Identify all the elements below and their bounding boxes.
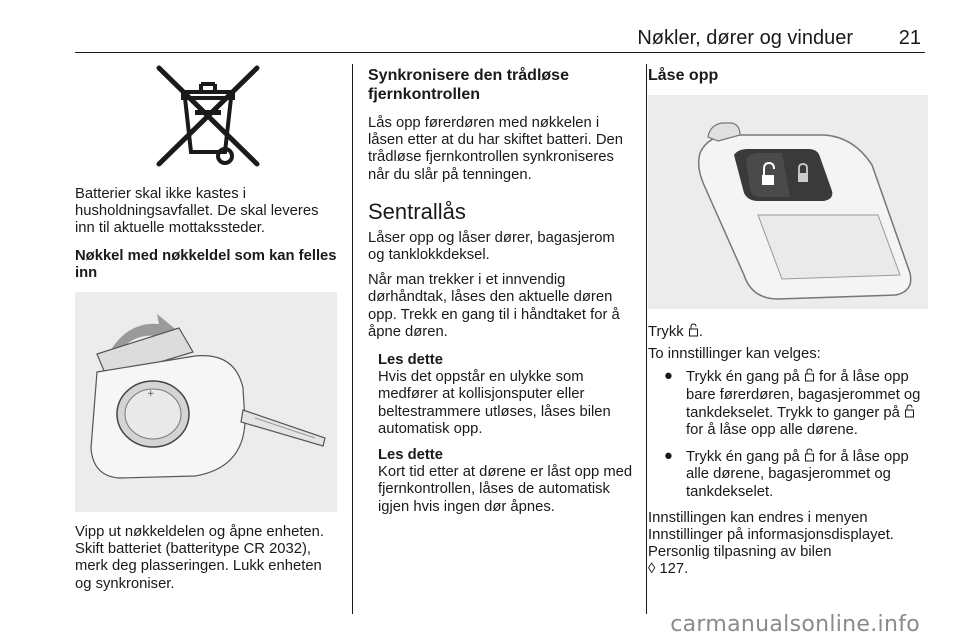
- folding-key-heading: Nøkkel med nøkkeldel som kan felles inn: [75, 247, 337, 281]
- settings-menu-text: [648, 510, 928, 579]
- unlock-padlock-icon: [688, 323, 699, 337]
- key-battery-illustration: [75, 292, 337, 512]
- bullet-text: Trykk én gang på: [686, 449, 800, 466]
- page-header: [75, 0, 925, 53]
- central-locking-text: Låser opp og låser dører, bagasjerom og tanklokkdeksel.: [368, 229, 615, 264]
- press-prefix: Trykk: [648, 324, 684, 340]
- column-divider: [352, 64, 353, 614]
- sync-remote-text: Lås opp førerdøren med nøkkelen i låsen etter at du har skiftet batteri. Den trådløse fjernkontrollen synkroniseres når du slår på tenningen.: [368, 115, 623, 183]
- column-middle: [368, 64, 634, 516]
- svg-text:+: +: [147, 389, 155, 400]
- remote-key-illustration: [648, 95, 928, 309]
- unlock-padlock-icon: [804, 448, 815, 462]
- settings-intro: To innstillinger kan velges:: [648, 346, 821, 363]
- bullet-text: Trykk én gang på: [686, 369, 800, 386]
- crossed-out-wheelie-bin-icon: [75, 64, 337, 170]
- bullet-text: for å låse opp bare førerdøren, bagasjerommet og tankdekselet. Trykk to ganger på: [686, 369, 921, 421]
- press-unlock-text: [648, 323, 928, 341]
- bullet-text: for å låse opp alle dørene, bagasjerommet og tankdekselet.: [686, 449, 909, 500]
- note-text: Kort tid etter at dørene er låst opp med fjernkontrollen, låses de automatisk igjen hvis ingen dør åpnes.: [378, 464, 633, 515]
- unlock-options-list: [648, 368, 928, 500]
- watermark: carmanualsonline.info: [670, 612, 920, 637]
- column-divider: [646, 64, 647, 614]
- column-left: [75, 64, 337, 593]
- unlock-padlock-icon: [804, 368, 815, 382]
- folding-key-instructions: Vipp ut nøkkeldelen og åpne enheten. Skift batteriet (batteritype CR 2032), merk deg plasseringen. Lukk enheten og synkroniser.: [75, 524, 325, 592]
- press-suffix: .: [698, 324, 703, 340]
- page-reference-link[interactable]: 127.: [659, 561, 689, 578]
- note-airbag: [368, 352, 634, 438]
- battery-disposal-text: Batterier skal ikke kastes i husholdningsavfallet. De skal leveres inn til aktuelle mottakssteder.: [75, 186, 319, 237]
- page-ref-icon: ◊: [648, 561, 656, 578]
- sync-remote-heading: Synkronisere den trådløse fjernkontrollen: [368, 67, 569, 103]
- column-right: [648, 64, 928, 579]
- note-title: Les dette: [378, 447, 443, 464]
- unlock-heading: Låse opp: [648, 67, 719, 84]
- note-auto-relock: [368, 447, 634, 516]
- list-item: ● Trykk én gang på for å låse opp alle dørene, bagasjerommet og tankdekselet.: [664, 448, 909, 500]
- note-text: Hvis det oppstår en ulykke som medfører at kollisjonsputer eller beltestrammere utløses, låses bilen automatisk opp.: [378, 369, 611, 437]
- settings-text: Innstillingen kan endres i menyen Innstillinger på informasjonsdisplayet. Personlig tilpasning av bilen: [648, 509, 894, 561]
- door-handle-text: Når man trekker i et innvendig dørhåndtak, låses den aktuelle døren opp. Trekk en gang til i håndtaket for å åpne døren.: [368, 272, 620, 340]
- page-title: Nøkler, dører og vinduer: [637, 27, 853, 49]
- note-title: Les dette: [378, 352, 443, 369]
- bullet-text: for å låse opp alle dørene.: [686, 422, 858, 439]
- page-number: 21: [898, 27, 921, 49]
- central-locking-heading: Sentrallås: [368, 198, 466, 224]
- list-item: ● Trykk én gang på for å låse opp bare førerdøren, bagasjerommet og tankdekselet. Trykk to ganger på for å låse opp alle dørene.: [664, 368, 921, 439]
- unlock-padlock-icon: [904, 404, 915, 418]
